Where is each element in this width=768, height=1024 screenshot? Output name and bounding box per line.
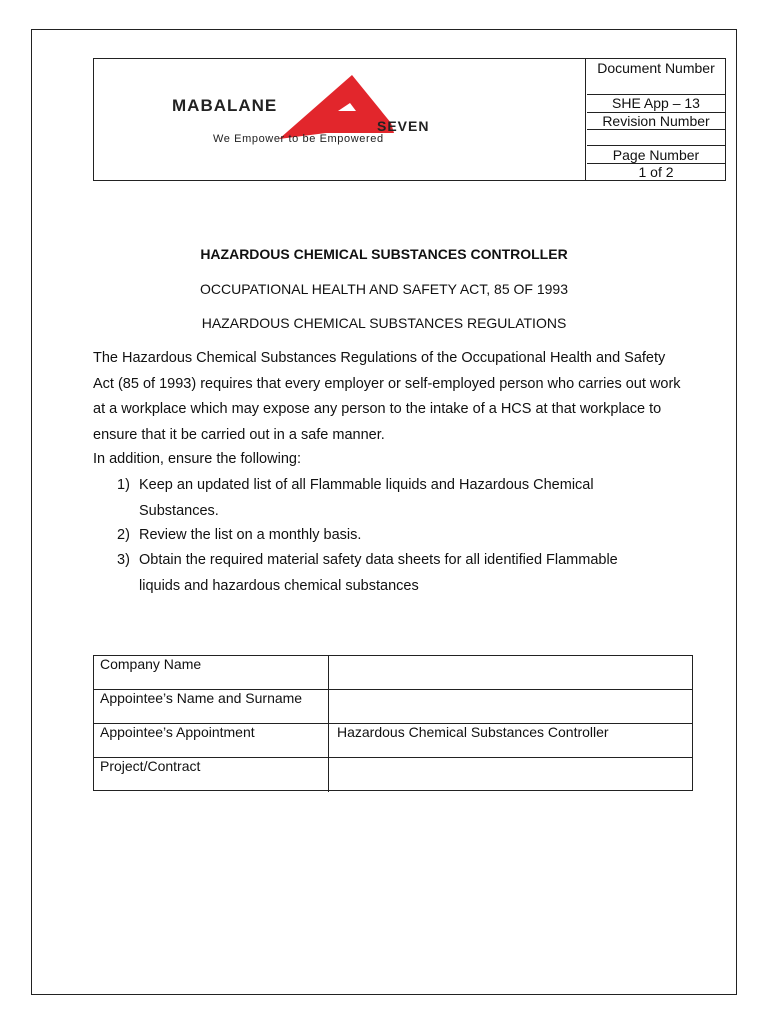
document-number-label: Document Number (587, 59, 725, 95)
main-title: HAZARDOUS CHEMICAL SUBSTANCES CONTROLLER (200, 246, 568, 262)
company-name-field[interactable] (330, 656, 692, 689)
document-number-value: SHE App – 13 (587, 95, 725, 113)
logo-tagline: We Empower to be Empowered (213, 133, 384, 145)
intro-paragraph: The Hazardous Chemical Substances Regulations of the Occupational Health and Safety Act (85 of 1993) requires that every employer or self-employed person who carries out work at a workplace which may expose any person to the intake of a HCS at that workplace to ensure that it be carried out in a safe manner. (93, 350, 681, 443)
project-contract-field[interactable] (330, 758, 692, 792)
logo-cell (94, 59, 586, 180)
appointment-table (93, 655, 693, 791)
appointee-appointment-label: Appointee’s Appointment (94, 724, 329, 757)
page-number-label: Page Number (587, 146, 725, 164)
table-row (94, 758, 692, 792)
table-row (94, 724, 692, 758)
document-header (93, 58, 726, 181)
logo-name-right: SEVEN (377, 118, 430, 134)
list-item-text: Obtain the required material safety data sheets for all identified Flammable liquids and hazardous chemical substances (139, 552, 618, 594)
list-item-number: 3) (117, 552, 130, 568)
list-item-number: 1) (117, 477, 130, 493)
logo-name-left: MABALANE (172, 96, 278, 115)
table-row (94, 656, 692, 690)
project-contract-label: Project/Contract (94, 758, 329, 792)
table-row (94, 690, 692, 724)
appointee-name-field[interactable] (330, 690, 692, 723)
revision-number-label: Revision Number (587, 113, 725, 130)
list-item-number: 2) (117, 527, 130, 543)
appointee-appointment-value: Hazardous Chemical Substances Controller (337, 724, 609, 740)
list-item-text: Keep an updated list of all Flammable liquids and Hazardous Chemical Substances. (139, 477, 594, 519)
revision-number-value (587, 130, 725, 146)
list-item-text: Review the list on a monthly basis. (139, 527, 362, 543)
document-meta (587, 59, 725, 180)
company-name-label: Company Name (94, 656, 329, 689)
list-intro: In addition, ensure the following: (93, 451, 301, 467)
regulations-title: HAZARDOUS CHEMICAL SUBSTANCES REGULATIONS (201, 315, 567, 331)
act-title: OCCUPATIONAL HEALTH AND SAFETY ACT, 85 OF 1993 (200, 281, 568, 297)
page-number-value: 1 of 2 (638, 164, 674, 180)
company-logo (94, 59, 586, 180)
appointee-name-label: Appointee’s Name and Surname (94, 690, 329, 723)
